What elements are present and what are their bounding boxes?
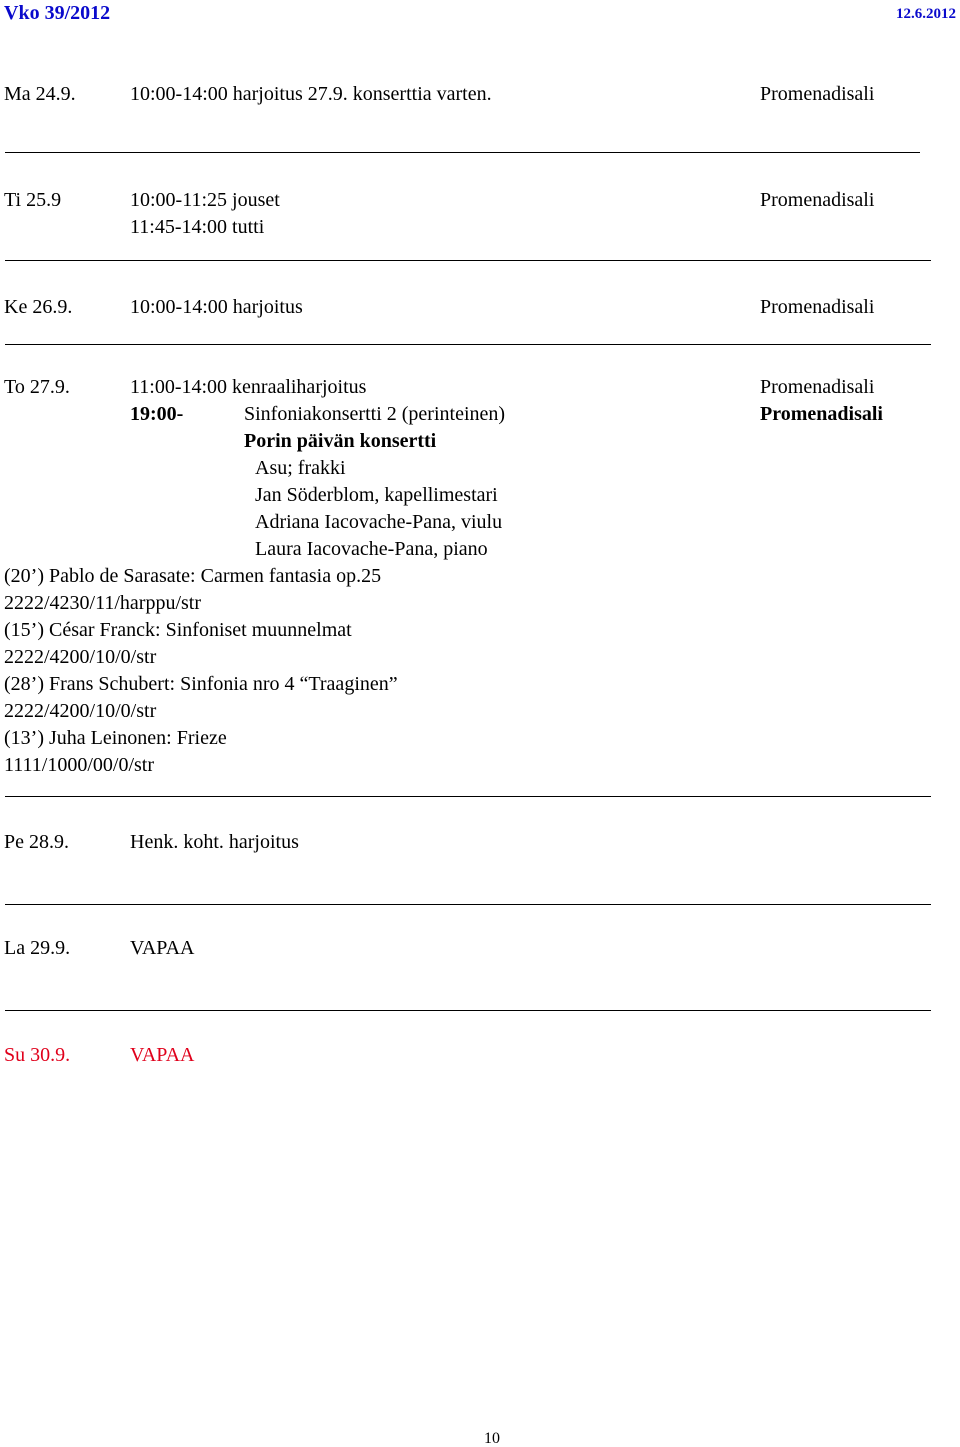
concert-title: Sinfoniakonsertti 2 (perinteinen) xyxy=(244,403,506,425)
program-item: (20’) Pablo de Sarasate: Carmen fantasia op.25 xyxy=(4,565,382,587)
wednesday-venue: Promenadisali xyxy=(760,296,875,318)
tuesday-schedule-1: 10:00-11:25 jouset xyxy=(130,189,280,211)
day-label-tuesday: Ti 25.9 xyxy=(4,189,62,211)
week-label: Vko 39/2012 xyxy=(4,2,111,24)
document-date: 12.6.2012 xyxy=(896,6,956,22)
friday-schedule: Henk. koht. harjoitus xyxy=(130,831,299,853)
divider xyxy=(5,796,931,797)
concert-soloist-piano: Laura Iacovache-Pana, piano xyxy=(255,538,488,560)
thursday-schedule: 11:00-14:00 kenraaliharjoitus xyxy=(130,376,367,398)
concert-dress-code: Asu; frakki xyxy=(255,457,346,479)
program-instrumentation: 2222/4200/10/0/str xyxy=(4,700,157,722)
day-label-monday: Ma 24.9. xyxy=(4,83,76,105)
day-label-wednesday: Ke 26.9. xyxy=(4,296,73,318)
program-item: (28’) Frans Schubert: Sinfonia nro 4 “Traaginen” xyxy=(4,673,398,695)
divider xyxy=(5,904,931,905)
divider xyxy=(5,152,920,153)
thursday-venue: Promenadisali xyxy=(760,376,875,398)
program-item: (15’) César Franck: Sinfoniset muunnelmat xyxy=(4,619,352,641)
day-label-saturday: La 29.9. xyxy=(4,937,71,959)
divider xyxy=(5,344,931,345)
concert-conductor: Jan Söderblom, kapellimestari xyxy=(255,484,498,506)
divider xyxy=(5,1010,931,1011)
concert-subtitle: Porin päivän konsertti xyxy=(244,430,437,452)
concert-soloist-violin: Adriana Iacovache-Pana, viulu xyxy=(255,511,503,533)
tuesday-venue: Promenadisali xyxy=(760,189,875,211)
saturday-schedule: VAPAA xyxy=(130,937,195,959)
monday-schedule: 10:00-14:00 harjoitus 27.9. konserttia varten. xyxy=(130,83,492,105)
concert-venue: Promenadisali xyxy=(760,403,883,425)
program-instrumentation: 1111/1000/00/0/str xyxy=(4,754,154,776)
program-instrumentation: 2222/4230/11/harppu/str xyxy=(4,592,202,614)
day-label-thursday: To 27.9. xyxy=(4,376,70,398)
program-item: (13’) Juha Leinonen: Frieze xyxy=(4,727,227,749)
page-number: 10 xyxy=(484,1430,500,1447)
day-label-sunday: Su 30.9. xyxy=(4,1044,71,1066)
monday-venue: Promenadisali xyxy=(760,83,875,105)
wednesday-schedule: 10:00-14:00 harjoitus xyxy=(130,296,303,318)
program-instrumentation: 2222/4200/10/0/str xyxy=(4,646,157,668)
tuesday-schedule-2: 11:45-14:00 tutti xyxy=(130,216,265,238)
divider xyxy=(5,260,931,261)
concert-time: 19:00- xyxy=(130,403,184,425)
sunday-schedule: VAPAA xyxy=(130,1044,195,1066)
day-label-friday: Pe 28.9. xyxy=(4,831,69,853)
